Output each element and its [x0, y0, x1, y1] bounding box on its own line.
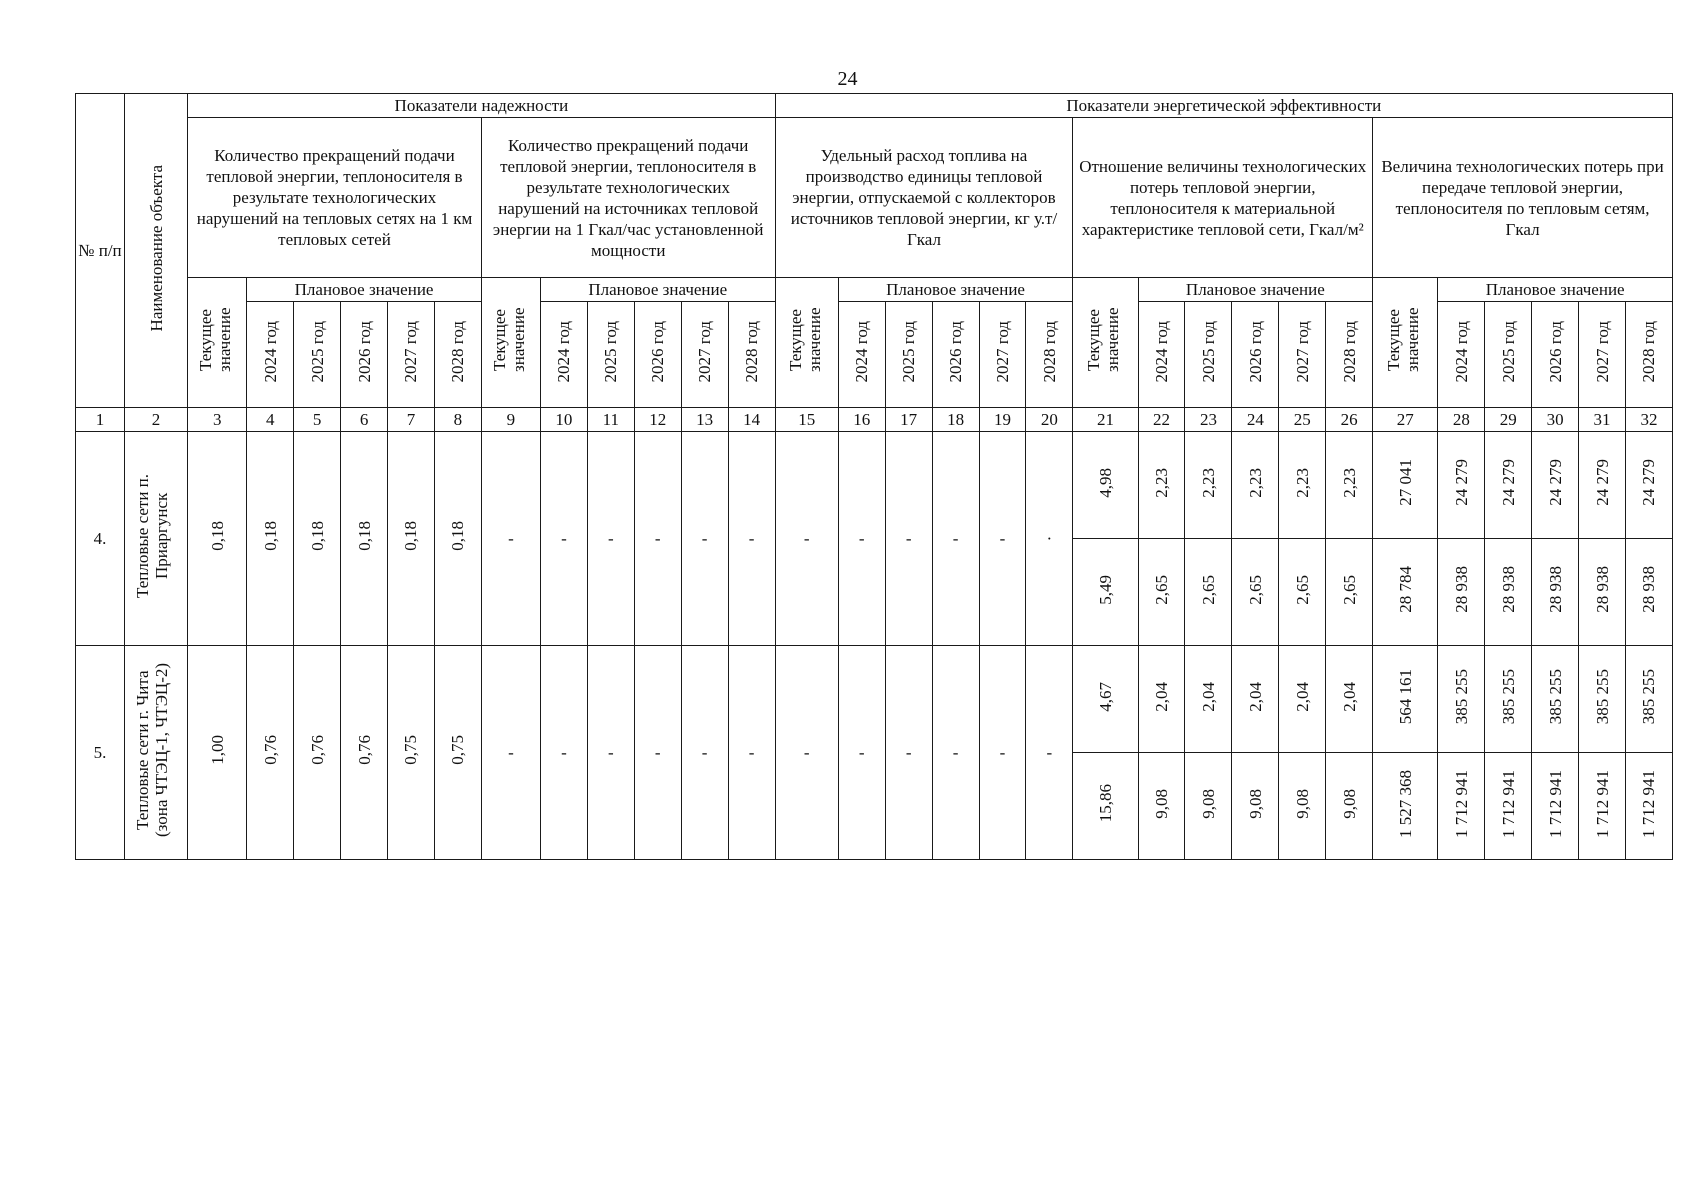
- reliability-source-value: -: [481, 432, 540, 646]
- reliability-network-value: 0,76: [354, 735, 374, 765]
- reliability-network-value: 0,76: [307, 735, 327, 765]
- losses-value-cell: [1579, 432, 1626, 539]
- plan-value-header: Плановое значение: [247, 278, 482, 302]
- fuel-value: -: [979, 646, 1026, 860]
- loss-ratio-value-cell: [1073, 539, 1138, 646]
- current-value-label: Текущее значение: [489, 307, 528, 373]
- current-value-header: [1073, 278, 1138, 408]
- loss-ratio-value-cell: [1073, 753, 1138, 860]
- column-number: 17: [885, 408, 932, 432]
- loss-ratio-value-cell: [1279, 539, 1326, 646]
- year-label: 2025 год: [601, 321, 621, 383]
- losses-value: 1 712 941: [1639, 769, 1659, 838]
- losses-value: 24 279: [1451, 459, 1471, 506]
- losses-value-cell: [1625, 646, 1672, 753]
- column-number: 30: [1532, 408, 1579, 432]
- reliability-source-value: -: [634, 646, 681, 860]
- metric-header: Количество прекращений подачи тепловой энергии, теплоносителя в результате технологических нарушений на тепловых сетях на 1 км тепловых сетей: [188, 118, 482, 278]
- loss-ratio-value-cell: [1326, 539, 1373, 646]
- object-name-cell: [124, 432, 187, 646]
- year-label: 2024 год: [852, 321, 872, 383]
- year-header: [1232, 302, 1279, 408]
- year-header: [1625, 302, 1672, 408]
- loss-ratio-value-cell: [1232, 753, 1279, 860]
- losses-value: 1 712 941: [1451, 769, 1471, 838]
- year-header: [1138, 302, 1185, 408]
- reliability-source-value: -: [587, 432, 634, 646]
- reliability-network-value: 0,76: [260, 735, 280, 765]
- year-header: [1279, 302, 1326, 408]
- current-value-label: Текущее значение: [785, 307, 824, 373]
- loss-ratio-value-cell: [1279, 646, 1326, 753]
- losses-value-cell: [1485, 753, 1532, 860]
- year-label: 2028 год: [1639, 321, 1659, 383]
- year-header: [1438, 302, 1485, 408]
- year-label: 2024 год: [1451, 321, 1471, 383]
- year-header: [341, 302, 388, 408]
- year-label: 2025 год: [307, 321, 327, 383]
- year-header: [885, 302, 932, 408]
- reliability-network-value: 0,18: [401, 521, 421, 551]
- losses-value-cell: [1373, 432, 1438, 539]
- reliability-network-value-cell: [247, 432, 294, 646]
- column-number: 9: [481, 408, 540, 432]
- loss-ratio-value-cell: [1073, 432, 1138, 539]
- column-number: 21: [1073, 408, 1138, 432]
- year-label: 2027 год: [992, 321, 1012, 383]
- reliability-network-value-cell: [294, 646, 341, 860]
- losses-value: 24 279: [1639, 459, 1659, 506]
- column-number: 16: [838, 408, 885, 432]
- loss-ratio-value: 2,65: [1292, 574, 1312, 605]
- loss-ratio-value: 9,08: [1339, 788, 1359, 819]
- year-label: 2025 год: [1498, 321, 1518, 383]
- losses-value: 28 938: [1498, 566, 1518, 613]
- reliability-source-value: -: [540, 646, 587, 860]
- year-label: 2027 год: [1592, 321, 1612, 383]
- object-name: Тепловые сети п. Приаргунск: [133, 473, 172, 599]
- year-header: [1185, 302, 1232, 408]
- loss-ratio-value-cell: [1232, 646, 1279, 753]
- column-number: 15: [775, 408, 838, 432]
- year-header: [294, 302, 341, 408]
- year-label: 2026 год: [648, 321, 668, 383]
- losses-value-cell: [1625, 432, 1672, 539]
- losses-value: 24 279: [1545, 459, 1565, 506]
- reliability-network-value-cell: [294, 432, 341, 646]
- current-value-header: [188, 278, 247, 408]
- column-number: 18: [932, 408, 979, 432]
- year-header: [1579, 302, 1626, 408]
- loss-ratio-value: 2,65: [1339, 574, 1359, 605]
- loss-ratio-value: 9,08: [1245, 788, 1265, 819]
- reliability-source-value: -: [728, 646, 775, 860]
- loss-ratio-value-cell: [1185, 432, 1232, 539]
- loss-ratio-value-cell: [1138, 753, 1185, 860]
- year-label: 2027 год: [1292, 321, 1312, 383]
- plan-value-header: Плановое значение: [540, 278, 775, 302]
- reliability-source-value: -: [681, 432, 728, 646]
- fuel-value: -: [1026, 646, 1073, 860]
- loss-ratio-value: 4,67: [1095, 681, 1115, 712]
- year-label: 2028 год: [1339, 321, 1359, 383]
- fuel-value: -: [932, 646, 979, 860]
- losses-value: 28 784: [1395, 566, 1415, 613]
- current-value-label: Текущее значение: [1084, 307, 1123, 373]
- year-header: [434, 302, 481, 408]
- reliability-network-value-cell: [341, 646, 388, 860]
- reliability-source-value: -: [587, 646, 634, 860]
- reliability-network-value-cell: [434, 646, 481, 860]
- year-header: [540, 302, 587, 408]
- fuel-value: ·: [1026, 432, 1073, 646]
- loss-ratio-value: 2,23: [1152, 467, 1172, 498]
- object-name-cell: [124, 646, 187, 860]
- losses-value-cell: [1532, 539, 1579, 646]
- reliability-source-value: -: [540, 432, 587, 646]
- fuel-value: -: [838, 432, 885, 646]
- loss-ratio-value: 2,04: [1152, 681, 1172, 712]
- loss-ratio-value-cell: [1138, 432, 1185, 539]
- year-header: [838, 302, 885, 408]
- column-number: 4: [247, 408, 294, 432]
- loss-ratio-value: 2,65: [1245, 574, 1265, 605]
- column-number: 32: [1625, 408, 1672, 432]
- losses-value: 28 938: [1592, 566, 1612, 613]
- reliability-source-value: -: [634, 432, 681, 646]
- losses-value-cell: [1438, 753, 1485, 860]
- metric-header: Количество прекращений подачи тепловой энергии, теплоносителя в результате технологических нарушений на источниках тепловой энергии на 1 Гкал/час установленной мощности: [481, 118, 775, 278]
- losses-value: 1 712 941: [1592, 769, 1612, 838]
- object-name: Тепловые сети г. Чита (зона ЧТЭЦ-1, ЧТЭЦ-2): [133, 662, 172, 838]
- object-name-header: [124, 94, 187, 408]
- current-value-label: Текущее значение: [196, 307, 235, 373]
- year-label: 2028 год: [1039, 321, 1059, 383]
- loss-ratio-value-cell: [1326, 432, 1373, 539]
- losses-value: 24 279: [1498, 459, 1518, 506]
- losses-value: 1 712 941: [1545, 769, 1565, 838]
- column-number: 1: [76, 408, 125, 432]
- fuel-value: -: [838, 646, 885, 860]
- loss-ratio-value: 5,49: [1095, 574, 1115, 605]
- reliability-network-value: 0,18: [260, 521, 280, 551]
- loss-ratio-value-cell: [1185, 539, 1232, 646]
- losses-value: 564 161: [1395, 668, 1415, 725]
- year-label: 2026 год: [1245, 321, 1265, 383]
- year-header: [1485, 302, 1532, 408]
- year-label: 2024 год: [554, 321, 574, 383]
- losses-value-cell: [1625, 539, 1672, 646]
- metric-header: Отношение величины технологических потерь тепловой энергии, теплоносителя к материальной характеристике тепловой сети, Гкал/м²: [1073, 118, 1373, 278]
- loss-ratio-value: 2,04: [1198, 681, 1218, 712]
- plan-value-header: Плановое значение: [1438, 278, 1673, 302]
- column-number: 23: [1185, 408, 1232, 432]
- loss-ratio-value-cell: [1185, 753, 1232, 860]
- year-label: 2026 год: [1545, 321, 1565, 383]
- reliability-network-value-cell: [388, 646, 435, 860]
- column-number: 3: [188, 408, 247, 432]
- year-label: 2028 год: [448, 321, 468, 383]
- reliability-network-value: 0,18: [207, 521, 227, 551]
- year-label: 2025 год: [899, 321, 919, 383]
- year-header: [681, 302, 728, 408]
- year-header: [1326, 302, 1373, 408]
- losses-value-cell: [1438, 646, 1485, 753]
- losses-value: 385 255: [1592, 668, 1612, 725]
- column-number: 2: [124, 408, 187, 432]
- fuel-value: -: [775, 646, 838, 860]
- loss-ratio-value-cell: [1326, 753, 1373, 860]
- column-number: 24: [1232, 408, 1279, 432]
- year-label: 2024 год: [1152, 321, 1172, 383]
- reliability-source-value: -: [728, 432, 775, 646]
- year-label: 2027 год: [695, 321, 715, 383]
- loss-ratio-value-cell: [1073, 646, 1138, 753]
- loss-ratio-value-cell: [1185, 646, 1232, 753]
- loss-ratio-value-cell: [1232, 539, 1279, 646]
- loss-ratio-value: 15,86: [1095, 784, 1115, 823]
- fuel-value: -: [775, 432, 838, 646]
- loss-ratio-value: 2,23: [1245, 467, 1265, 498]
- reliability-network-value: 1,00: [207, 735, 227, 765]
- losses-value: 27 041: [1395, 459, 1415, 506]
- losses-value: 28 938: [1451, 566, 1471, 613]
- losses-value-cell: [1485, 539, 1532, 646]
- reliability-source-value: -: [681, 646, 728, 860]
- losses-value-cell: [1485, 646, 1532, 753]
- fuel-value: -: [885, 646, 932, 860]
- column-number: 28: [1438, 408, 1485, 432]
- year-header: [634, 302, 681, 408]
- loss-ratio-value-cell: [1138, 646, 1185, 753]
- losses-value: 28 938: [1545, 566, 1565, 613]
- year-header: [587, 302, 634, 408]
- losses-value-cell: [1532, 753, 1579, 860]
- loss-ratio-value: 2,65: [1198, 574, 1218, 605]
- loss-ratio-value: 2,65: [1152, 574, 1172, 605]
- loss-ratio-value: 2,04: [1339, 681, 1359, 712]
- column-number: 5: [294, 408, 341, 432]
- column-number: 31: [1579, 408, 1626, 432]
- losses-value: 385 255: [1451, 668, 1471, 725]
- reliability-source-value: -: [481, 646, 540, 860]
- losses-value: 28 938: [1639, 566, 1659, 613]
- object-number: 4.: [76, 432, 125, 646]
- fuel-value: -: [885, 432, 932, 646]
- metric-header: Величина технологических потерь при передаче тепловой энергии, теплоносителя по тепловым сетям, Гкал: [1373, 118, 1673, 278]
- current-value-header: [775, 278, 838, 408]
- table-row: [76, 432, 1673, 539]
- losses-value: 1 527 368: [1395, 769, 1415, 838]
- year-header: [932, 302, 979, 408]
- losses-value-cell: [1532, 646, 1579, 753]
- current-value-label: Текущее значение: [1384, 307, 1423, 373]
- year-header: [1532, 302, 1579, 408]
- reliability-network-value: 0,18: [354, 521, 374, 551]
- column-number: 11: [587, 408, 634, 432]
- column-number: 22: [1138, 408, 1185, 432]
- column-number: 19: [979, 408, 1026, 432]
- loss-ratio-value: 2,04: [1292, 681, 1312, 712]
- reliability-network-value: 0,18: [307, 521, 327, 551]
- loss-ratio-value-cell: [1232, 432, 1279, 539]
- reliability-network-value: 0,75: [448, 735, 468, 765]
- column-number: 7: [388, 408, 435, 432]
- reliability-network-value-cell: [188, 432, 247, 646]
- num-header: № п/п: [76, 94, 125, 408]
- year-label: 2026 год: [354, 321, 374, 383]
- losses-value-cell: [1579, 753, 1626, 860]
- losses-value-cell: [1373, 753, 1438, 860]
- column-number: 12: [634, 408, 681, 432]
- loss-ratio-value: 9,08: [1198, 788, 1218, 819]
- metric-header: Удельный расход топлива на производство единицы тепловой энергии, отпускаемой с коллекторов источников тепловой энергии, кг у.т/Гкал: [775, 118, 1073, 278]
- losses-value: 385 255: [1639, 668, 1659, 725]
- fuel-value: -: [932, 432, 979, 646]
- loss-ratio-value: 9,08: [1152, 788, 1172, 819]
- losses-value-cell: [1438, 432, 1485, 539]
- loss-ratio-value: 2,04: [1245, 681, 1265, 712]
- year-header: [1026, 302, 1073, 408]
- losses-value: 24 279: [1592, 459, 1612, 506]
- fuel-value: -: [979, 432, 1026, 646]
- current-value-header: [481, 278, 540, 408]
- column-number: 10: [540, 408, 587, 432]
- column-number: 13: [681, 408, 728, 432]
- losses-value-cell: [1532, 432, 1579, 539]
- year-label: 2024 год: [260, 321, 280, 383]
- column-number: 29: [1485, 408, 1532, 432]
- column-number: 26: [1326, 408, 1373, 432]
- losses-value-cell: [1579, 646, 1626, 753]
- column-number: 27: [1373, 408, 1438, 432]
- loss-ratio-value: 2,23: [1292, 467, 1312, 498]
- efficiency-group-header: Показатели энергетической эффективности: [775, 94, 1672, 118]
- losses-value-cell: [1373, 539, 1438, 646]
- losses-value: 1 712 941: [1498, 769, 1518, 838]
- year-header: [388, 302, 435, 408]
- reliability-network-value-cell: [388, 432, 435, 646]
- losses-value-cell: [1579, 539, 1626, 646]
- losses-value-cell: [1373, 646, 1438, 753]
- column-number: 8: [434, 408, 481, 432]
- reliability-group-header: Показатели надежности: [188, 94, 775, 118]
- losses-value-cell: [1438, 539, 1485, 646]
- column-number: 6: [341, 408, 388, 432]
- reliability-network-value-cell: [341, 432, 388, 646]
- losses-value-cell: [1485, 432, 1532, 539]
- year-header: [247, 302, 294, 408]
- reliability-network-value: 0,75: [401, 735, 421, 765]
- year-label: 2026 год: [946, 321, 966, 383]
- plan-value-header: Плановое значение: [838, 278, 1073, 302]
- column-number: 20: [1026, 408, 1073, 432]
- loss-ratio-value: 4,98: [1095, 467, 1115, 498]
- year-label: 2025 год: [1198, 321, 1218, 383]
- losses-value: 385 255: [1498, 668, 1518, 725]
- reliability-network-value-cell: [247, 646, 294, 860]
- column-number: 14: [728, 408, 775, 432]
- losses-value-cell: [1625, 753, 1672, 860]
- reliability-network-value-cell: [188, 646, 247, 860]
- loss-ratio-value: 2,23: [1339, 467, 1359, 498]
- year-header: [728, 302, 775, 408]
- object-name-header-label: Наименование объекта: [146, 164, 166, 332]
- year-label: 2028 год: [742, 321, 762, 383]
- table-row: [76, 646, 1673, 753]
- page-number: 24: [837, 68, 858, 90]
- loss-ratio-value-cell: [1138, 539, 1185, 646]
- indicators-table: [75, 93, 1673, 860]
- reliability-network-value-cell: [434, 432, 481, 646]
- reliability-network-value: 0,18: [448, 521, 468, 551]
- column-number: 25: [1279, 408, 1326, 432]
- year-header: [979, 302, 1026, 408]
- current-value-header: [1373, 278, 1438, 408]
- loss-ratio-value-cell: [1279, 753, 1326, 860]
- object-number: 5.: [76, 646, 125, 860]
- loss-ratio-value: 2,23: [1198, 467, 1218, 498]
- loss-ratio-value-cell: [1279, 432, 1326, 539]
- loss-ratio-value-cell: [1326, 646, 1373, 753]
- losses-value: 385 255: [1545, 668, 1565, 725]
- loss-ratio-value: 9,08: [1292, 788, 1312, 819]
- plan-value-header: Плановое значение: [1138, 278, 1373, 302]
- year-label: 2027 год: [401, 321, 421, 383]
